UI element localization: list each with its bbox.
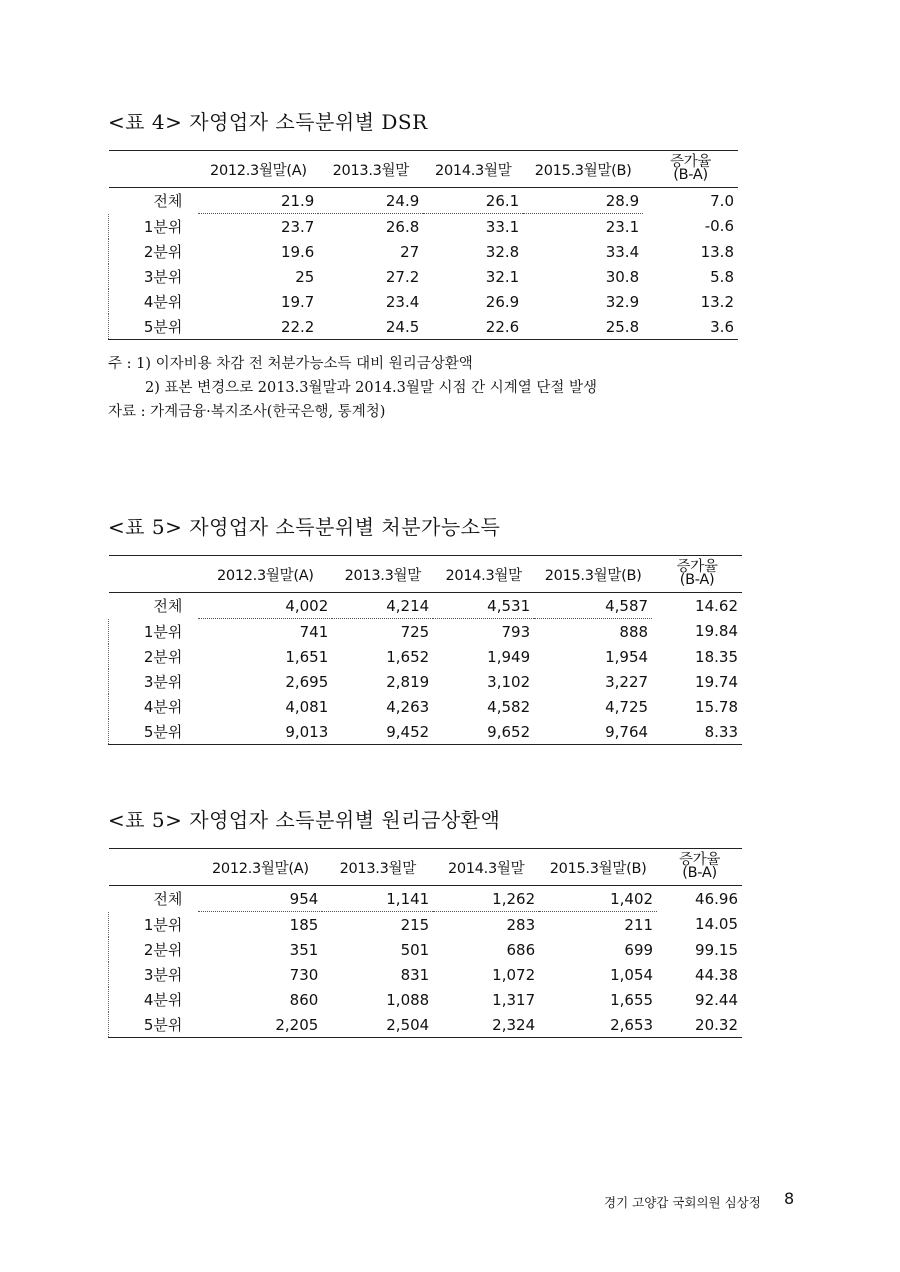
row-label: 3분위 <box>109 962 199 987</box>
cell-2012: 185 <box>289 915 319 934</box>
table-row <box>109 239 739 264</box>
cell-2013: 26.8 <box>385 217 420 236</box>
cell-2013: 27 <box>400 242 420 261</box>
cell-2015: 699 <box>624 940 654 959</box>
row-label: 전체 <box>153 192 183 211</box>
cell-2012: 4,081 <box>285 697 329 716</box>
note-2: 2) 표본 변경으로 2013.3월말과 2014.3월말 시점 간 시계열 단절 발생 <box>145 380 597 396</box>
table-row <box>109 619 743 645</box>
row-label: 3분위 <box>109 669 199 694</box>
cell-2014: 1,949 <box>487 647 531 666</box>
cell-growth: 5.8 <box>710 267 734 286</box>
header-2015: 2015.3월말(B) <box>539 849 657 886</box>
table-row <box>109 719 743 745</box>
header-2014: 2014.3월말 <box>423 151 523 188</box>
cell-2015: 32.9 <box>605 292 640 311</box>
cell-growth: 44.38 <box>695 965 738 984</box>
cell-growth: 99.15 <box>695 940 738 959</box>
cell-2015: 1,054 <box>610 965 654 984</box>
cell-2013: 215 <box>400 915 430 934</box>
header-growth-rate <box>657 849 742 886</box>
table-4-notes <box>108 352 597 424</box>
cell-2015: 888 <box>619 622 649 641</box>
cell-2012: 954 <box>198 886 322 912</box>
cell-2014: 32.8 <box>485 242 520 261</box>
table-row <box>109 669 743 694</box>
growth-rate-label: 증가율 <box>678 852 721 868</box>
cell-2014: 4,531 <box>433 593 534 619</box>
cell-growth: 18.35 <box>695 647 738 666</box>
table-row-total <box>109 188 739 214</box>
cell-2012: 9,013 <box>198 719 332 745</box>
table-row <box>109 264 739 289</box>
cell-2014: 4,582 <box>487 697 531 716</box>
cell-2015: 28.9 <box>523 188 643 214</box>
cell-2012: 1,651 <box>285 647 329 666</box>
cell-2015: 2,653 <box>539 1012 657 1038</box>
cell-2014: 26.9 <box>485 292 520 311</box>
cell-2014: 32.1 <box>485 267 520 286</box>
table-row <box>109 289 739 314</box>
table-row <box>109 912 743 938</box>
header-2014: 2014.3월말 <box>433 556 534 593</box>
cell-2013: 23.4 <box>385 292 420 311</box>
header-corner <box>109 151 199 188</box>
table-row <box>109 987 743 1012</box>
row-label: 2분위 <box>109 239 199 264</box>
table-row-total <box>109 886 743 912</box>
header-2013: 2013.3월말 <box>322 849 433 886</box>
header-corner <box>109 556 199 593</box>
table-row <box>109 214 739 240</box>
cell-2014: 793 <box>501 622 531 641</box>
header-2014: 2014.3월말 <box>433 849 539 886</box>
row-label: 1분위 <box>109 214 199 240</box>
cell-2015: 3,227 <box>605 672 649 691</box>
table-row-total <box>109 593 743 619</box>
header-2013: 2013.3월말 <box>332 556 433 593</box>
cell-2013: 1,088 <box>386 990 430 1009</box>
cell-2012: 351 <box>289 940 319 959</box>
table-5-disposable-income <box>108 555 742 745</box>
cell-growth: 19.84 <box>695 622 738 641</box>
row-label: 전체 <box>153 597 183 616</box>
cell-2012: 19.7 <box>280 292 315 311</box>
header-corner <box>109 849 199 886</box>
cell-2015: 9,764 <box>534 719 652 745</box>
table-row <box>109 1012 743 1038</box>
row-label: 4분위 <box>109 694 199 719</box>
cell-growth: 7.0 <box>710 191 734 210</box>
cell-growth: 8.33 <box>652 719 742 745</box>
cell-2012: 2,695 <box>285 672 329 691</box>
cell-2014: 1,262 <box>433 886 539 912</box>
cell-2014: 26.1 <box>423 188 523 214</box>
row-label: 5분위 <box>109 314 199 340</box>
cell-2015: 23.1 <box>605 217 640 236</box>
cell-2013: 2,504 <box>322 1012 433 1038</box>
cell-2015: 1,655 <box>610 990 654 1009</box>
header-2015: 2015.3월말(B) <box>534 556 652 593</box>
header-growth-rate <box>652 556 742 593</box>
cell-growth: 14.05 <box>695 915 738 934</box>
page-footer: 경기 고양갑 국회의원 심상정 <box>604 1195 761 1210</box>
cell-2015: 4,725 <box>605 697 649 716</box>
cell-2014: 22.6 <box>423 314 523 340</box>
note-1: 주 : 1) 이자비용 차감 전 처분가능소득 대비 원리금상환액 <box>108 356 473 372</box>
cell-growth: 92.44 <box>695 990 738 1009</box>
cell-growth: 13.8 <box>700 242 734 261</box>
cell-2012: 21.9 <box>198 188 318 214</box>
row-label: 4분위 <box>109 289 199 314</box>
growth-rate-formula: (B-A) <box>682 865 717 881</box>
cell-growth: 15.78 <box>695 697 738 716</box>
cell-2013: 4,214 <box>332 593 433 619</box>
row-label: 2분위 <box>109 937 199 962</box>
cell-growth: 3.6 <box>643 314 738 340</box>
cell-2015: 1,402 <box>539 886 657 912</box>
source-note: 자료 : 가계금융·복지조사(한국은행, 통계청) <box>108 404 386 420</box>
table-row <box>109 314 739 340</box>
cell-2012: 741 <box>299 622 329 641</box>
cell-2012: 2,205 <box>198 1012 322 1038</box>
cell-2015: 30.8 <box>605 267 640 286</box>
cell-2014: 686 <box>506 940 536 959</box>
row-label: 4분위 <box>109 987 199 1012</box>
growth-rate-label: 증가율 <box>670 154 712 170</box>
cell-growth: -0.6 <box>704 217 734 236</box>
row-label: 2분위 <box>109 644 199 669</box>
cell-2013: 27.2 <box>385 267 420 286</box>
header-2015: 2015.3월말(B) <box>523 151 643 188</box>
row-label: 전체 <box>153 890 183 909</box>
cell-2013: 831 <box>400 965 430 984</box>
cell-2014: 1,072 <box>492 965 536 984</box>
growth-rate-label: 증가율 <box>676 559 718 575</box>
row-label: 5분위 <box>109 719 199 745</box>
cell-2015: 25.8 <box>523 314 643 340</box>
cell-2015: 1,954 <box>605 647 649 666</box>
table-header-row <box>109 151 739 188</box>
table-row <box>109 644 743 669</box>
cell-2012: 23.7 <box>280 217 315 236</box>
row-label: 1분위 <box>109 619 199 645</box>
cell-2012: 19.6 <box>280 242 315 261</box>
cell-2012: 4,002 <box>198 593 332 619</box>
cell-growth: 19.74 <box>695 672 738 691</box>
table-row <box>109 694 743 719</box>
table-4-caption: <표 4> 자영업자 소득분위별 DSR <box>108 110 428 134</box>
header-2012: 2012.3월말(A) <box>198 151 318 188</box>
cell-2014: 1,317 <box>492 990 536 1009</box>
cell-2012: 730 <box>289 965 319 984</box>
cell-2015: 4,587 <box>534 593 652 619</box>
table-5-caption: <표 5> 자영업자 소득분위별 처분가능소득 <box>108 515 501 539</box>
cell-2012: 22.2 <box>198 314 318 340</box>
growth-rate-formula: (B-A) <box>673 167 708 183</box>
cell-2012: 860 <box>289 990 319 1009</box>
row-label: 5분위 <box>109 1012 199 1038</box>
cell-growth: 13.2 <box>700 292 734 311</box>
cell-growth: 46.96 <box>695 889 738 908</box>
row-label: 1분위 <box>109 912 199 938</box>
table-header-row <box>109 849 743 886</box>
cell-2013: 501 <box>400 940 430 959</box>
cell-2014: 9,652 <box>433 719 534 745</box>
header-growth-rate <box>643 151 738 188</box>
cell-2014: 33.1 <box>485 217 520 236</box>
cell-growth: 20.32 <box>657 1012 742 1038</box>
header-2012: 2012.3월말(A) <box>198 556 332 593</box>
cell-2013: 24.5 <box>318 314 423 340</box>
cell-growth: 14.62 <box>695 596 738 615</box>
table-header-row <box>109 556 743 593</box>
cell-2013: 24.9 <box>318 188 423 214</box>
table-4-dsr <box>108 150 738 340</box>
header-2012: 2012.3월말(A) <box>198 849 322 886</box>
table-6-caption: <표 5> 자영업자 소득분위별 원리금상환액 <box>108 808 501 832</box>
cell-2014: 2,324 <box>433 1012 539 1038</box>
growth-rate-formula: (B-A) <box>679 572 715 588</box>
table-row <box>109 937 743 962</box>
cell-2013: 4,263 <box>386 697 430 716</box>
cell-2013: 1,141 <box>322 886 433 912</box>
cell-2015: 33.4 <box>605 242 640 261</box>
cell-2015: 211 <box>624 915 654 934</box>
header-2013: 2013.3월말 <box>318 151 423 188</box>
cell-2013: 1,652 <box>386 647 430 666</box>
cell-2012: 25 <box>295 267 315 286</box>
row-label: 3분위 <box>109 264 199 289</box>
table-6-debt-repayment <box>108 848 742 1038</box>
cell-2013: 9,452 <box>332 719 433 745</box>
cell-2014: 3,102 <box>487 672 531 691</box>
table-row <box>109 962 743 987</box>
cell-2013: 725 <box>400 622 430 641</box>
cell-2013: 2,819 <box>386 672 430 691</box>
cell-2014: 283 <box>506 915 536 934</box>
page-number: 8 <box>784 1189 795 1208</box>
